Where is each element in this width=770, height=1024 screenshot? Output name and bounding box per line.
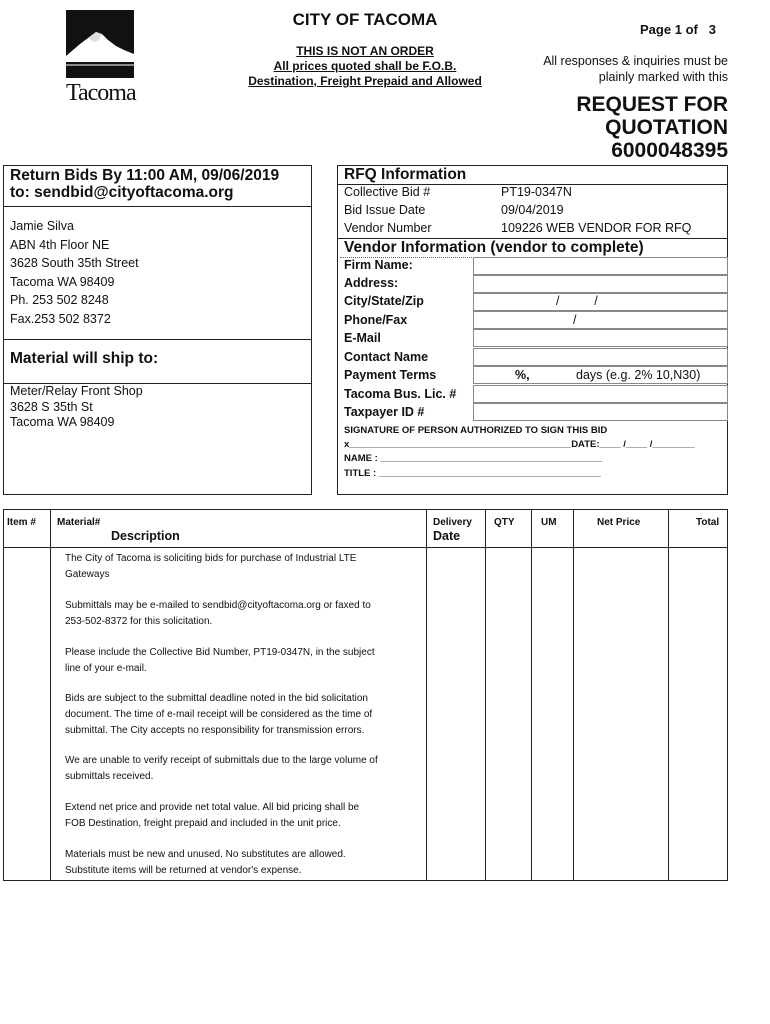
table-header-divider	[3, 547, 728, 548]
taxpayer-id-label: Taxpayer ID #	[344, 405, 425, 419]
phone-fax-separator: /	[573, 313, 577, 327]
page-number: 1	[674, 22, 682, 37]
description-paragraph	[65, 847, 415, 879]
return-bids	[10, 167, 279, 201]
inquiry-line-2: plainly marked with this	[598, 70, 728, 84]
description-paragraph	[65, 800, 415, 832]
firm-name-field[interactable]	[473, 257, 728, 275]
rfq-info-heading: RFQ Information	[344, 166, 467, 183]
rfq-value-issue-date: 09/04/2019	[501, 203, 564, 217]
page-of-label: of	[685, 22, 698, 37]
col-total: Total	[696, 517, 720, 528]
buyer-panel	[3, 165, 312, 495]
page-total: 3	[708, 22, 716, 37]
rfq-value-vendor-number: 109226 WEB VENDOR FOR RFQ	[501, 221, 692, 235]
description-paragraph	[65, 551, 415, 583]
return-bids-line-1: Return Bids By 11:00 AM, 09/06/2019	[10, 167, 280, 184]
address-field[interactable]	[473, 275, 728, 293]
order-notice	[236, 44, 494, 89]
mountain-logo-icon	[66, 10, 134, 78]
contact-name-field[interactable]	[473, 348, 728, 366]
description-paragraph	[65, 753, 415, 785]
description-paragraph	[65, 691, 415, 739]
city-heading: CITY OF TACOMA	[292, 10, 438, 29]
rfq-number: 6000048395	[611, 139, 728, 162]
inquiry-line-1: All responses & inquiries must be	[543, 54, 728, 68]
description-line: Bids are subject to the submittal deadline noted in the bid solicitation	[65, 693, 368, 704]
description-line: FOB Destination, freight prepaid and included in the unit price.	[65, 818, 341, 829]
ship-to-line-1: Meter/Relay Front Shop	[10, 384, 143, 398]
ship-to-address	[10, 384, 143, 431]
buyer-org: ABN 4th Floor NE	[10, 237, 110, 252]
divider	[3, 206, 312, 207]
col-qty: QTY	[494, 517, 515, 528]
buyer-fax: Fax.253 502 8372	[10, 311, 111, 326]
title-line-2: QUOTATION	[605, 116, 728, 139]
document-title	[520, 93, 728, 162]
description-line: submittals received.	[65, 771, 154, 782]
buyer-contact	[10, 217, 139, 328]
email-field[interactable]	[473, 329, 728, 347]
description-line: Submittals may be e-mailed to sendbid@cityoftacoma.org or faxed to	[65, 600, 371, 611]
page-indicator	[640, 22, 716, 37]
column-divider	[531, 509, 532, 881]
ship-to-line-2: 3628 S 35th St	[10, 399, 93, 414]
inquiry-notice	[520, 53, 728, 85]
vendor-info-heading: Vendor Information (vendor to complete)	[344, 239, 644, 256]
rfq-label-vendor-number: Vendor Number	[344, 221, 432, 235]
signature-heading: SIGNATURE OF PERSON AUTHORIZED TO SIGN THIS BID	[344, 425, 608, 436]
fob-line-1: All prices quoted shall be F.O.B.	[273, 59, 457, 73]
phone-fax-field[interactable]	[473, 311, 728, 329]
rfq-label-bid: Collective Bid #	[344, 185, 431, 199]
description-line: Extend net price and provide net total value. All bid pricing shall be	[65, 802, 360, 813]
col-item: Item #	[7, 517, 36, 528]
description-line: Materials must be new and unused. No substitutes are allowed.	[65, 849, 346, 860]
page-label: Page	[640, 22, 672, 37]
title-line-1: REQUEST FOR	[576, 93, 728, 116]
ship-to-line-3: Tacoma WA 98409	[10, 415, 115, 429]
column-divider	[50, 509, 51, 881]
rfq-label-issue-date: Bid Issue Date	[344, 203, 426, 217]
title-line[interactable]: TITLE : __________________________________________	[344, 468, 601, 479]
payment-percent: %,	[515, 368, 530, 382]
firm-name-label: Firm Name:	[344, 258, 413, 272]
return-bids-line-2: to: sendbid@cityoftacoma.org	[10, 184, 234, 201]
column-divider	[485, 509, 486, 881]
description-line: submittal. The City accepts no responsibility for transmission errors.	[65, 725, 365, 736]
city-state-zip-field[interactable]	[473, 293, 728, 311]
contact-name-label: Contact Name	[344, 350, 429, 364]
ship-to-heading: Material will ship to:	[10, 350, 159, 367]
address-label: Address:	[344, 276, 399, 290]
payment-terms-label: Payment Terms	[344, 368, 437, 382]
description-line: line of your e-mail.	[65, 663, 147, 674]
description-line: Substitute items will be returned at vendor's expense.	[65, 865, 302, 876]
name-line[interactable]: NAME : __________________________________________	[344, 453, 603, 464]
description-line: Gateways	[65, 569, 110, 580]
payment-days-hint: days (e.g. 2% 10,N30)	[576, 368, 701, 382]
buyer-name: Jamie Silva	[10, 219, 74, 233]
phone-fax-label: Phone/Fax	[344, 313, 408, 327]
city-logo	[66, 10, 134, 110]
description-paragraph	[65, 598, 415, 630]
business-license-field[interactable]	[473, 385, 728, 403]
description-line: Please include the Collective Bid Number, PT19-0347N, in the subject	[65, 647, 375, 658]
taxpayer-id-field[interactable]	[473, 403, 728, 421]
col-material: Material#	[57, 517, 101, 528]
divider	[3, 339, 312, 340]
col-um: UM	[541, 517, 557, 528]
description-line: document. The time of e-mail receipt will be considered as the time of	[65, 709, 373, 720]
not-order-text: THIS IS NOT AN ORDER	[296, 44, 434, 58]
logo-wordmark: Tacoma	[66, 80, 136, 106]
column-divider	[573, 509, 574, 881]
description-paragraph	[65, 645, 415, 677]
col-net-price: Net Price	[597, 517, 641, 528]
description-line: 253-502-8372 for this solicitation.	[65, 616, 213, 627]
signature-line[interactable]: x__________________________________________DATE:____ /____ /________	[344, 439, 695, 450]
description-line: We are unable to verify receipt of submittals due to the large volume of	[65, 755, 378, 766]
city-state-zip-label: City/State/Zip	[344, 294, 424, 308]
rfq-value-bid: PT19-0347N	[501, 185, 572, 199]
buyer-street: 3628 South 35th Street	[10, 256, 139, 270]
email-label: E-Mail	[344, 331, 381, 345]
description-line: The City of Tacoma is soliciting bids for purchase of Industrial LTE	[65, 553, 357, 564]
col-date: Date	[433, 529, 461, 543]
fob-line-2: Destination, Freight Prepaid and Allowed	[248, 74, 482, 88]
buyer-city: Tacoma WA 98409	[10, 274, 115, 289]
buyer-phone: Ph. 253 502 8248	[10, 293, 109, 307]
col-delivery: Delivery	[433, 517, 472, 528]
column-divider	[426, 509, 427, 881]
business-license-label: Tacoma Bus. Lic. #	[344, 387, 457, 401]
col-description: Description	[111, 529, 180, 543]
column-divider	[668, 509, 669, 881]
city-state-zip-separators: / /	[556, 294, 598, 308]
